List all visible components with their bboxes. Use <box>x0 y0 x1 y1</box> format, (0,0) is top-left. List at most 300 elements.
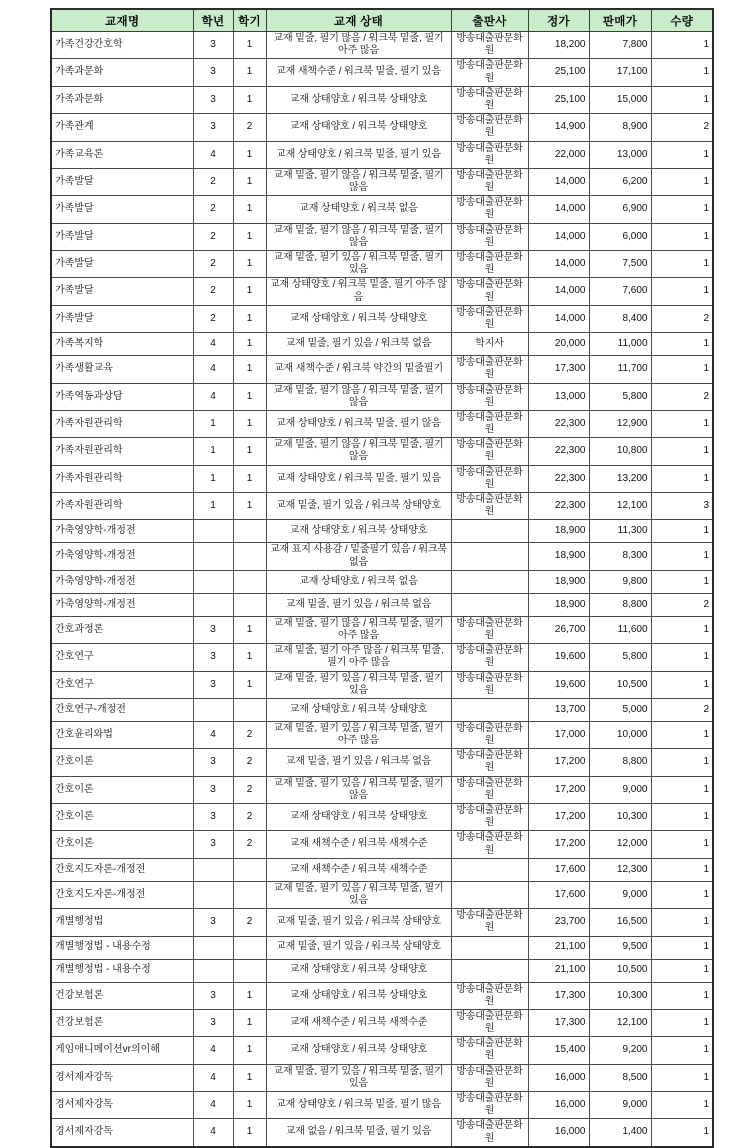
book-publisher: 방송대출판문화원 <box>451 1064 528 1091</box>
book-title: 간호연구 <box>51 644 193 671</box>
book-state: 교재 새책수준 / 워크북 약간의 밑줄필기 <box>266 356 451 383</box>
book-grade: 3 <box>193 804 233 831</box>
book-quantity: 1 <box>651 333 713 356</box>
book-sale-price: 10,500 <box>589 959 651 982</box>
book-quantity: 1 <box>651 570 713 593</box>
book-sale-price: 10,800 <box>589 438 651 465</box>
book-title: 가족발달 <box>51 305 193 332</box>
book-publisher: 방송대출판문화원 <box>451 616 528 643</box>
book-state: 교재 밑줄, 필기 아주 많음 / 워크북 밑줄, 필기 아주 많음 <box>266 644 451 671</box>
book-term: 1 <box>233 141 266 168</box>
book-term <box>233 593 266 616</box>
book-grade: 3 <box>193 32 233 59</box>
book-term: 1 <box>233 32 266 59</box>
book-quantity: 1 <box>651 32 713 59</box>
table-row[interactable] <box>51 86 713 113</box>
book-term: 1 <box>233 493 266 520</box>
book-quantity: 1 <box>651 881 713 908</box>
book-quantity: 1 <box>651 168 713 195</box>
table-row[interactable] <box>51 223 713 250</box>
book-state: 교재 상태양호 / 워크북 상태양호 <box>266 959 451 982</box>
book-title: 가축영양학-개정전 <box>51 520 193 543</box>
book-price: 23,700 <box>528 909 589 936</box>
book-term: 2 <box>233 721 266 748</box>
table-row[interactable] <box>51 570 713 593</box>
table-row[interactable] <box>51 465 713 492</box>
book-state: 교재 표지 사용감 / 밑줄필기 있음 / 워크북 없음 <box>266 543 451 570</box>
book-sale-price: 1,400 <box>589 1119 651 1147</box>
column-header-publisher[interactable]: 출판사 <box>451 9 528 32</box>
book-state: 교재 밑줄, 필기 있음 / 워크북 없음 <box>266 749 451 776</box>
table-row[interactable] <box>51 776 713 803</box>
book-term: 1 <box>233 410 266 437</box>
book-quantity: 1 <box>651 410 713 437</box>
book-state: 교재 상태양호 / 워크북 상태양호 <box>266 982 451 1009</box>
book-quantity: 2 <box>651 593 713 616</box>
book-price: 16,000 <box>528 1092 589 1119</box>
book-title: 간호연구-개정전 <box>51 698 193 721</box>
book-grade: 2 <box>193 251 233 278</box>
book-grade: 3 <box>193 749 233 776</box>
book-price: 14,000 <box>528 305 589 332</box>
book-grade: 1 <box>193 438 233 465</box>
book-term: 1 <box>233 671 266 698</box>
book-sale-price: 11,300 <box>589 520 651 543</box>
table-row[interactable] <box>51 356 713 383</box>
book-publisher <box>451 858 528 881</box>
book-title: 가족과문화 <box>51 59 193 86</box>
book-grade <box>193 936 233 959</box>
book-publisher <box>451 543 528 570</box>
book-publisher: 방송대출판문화원 <box>451 1009 528 1036</box>
book-title: 가축영양학-개정전 <box>51 593 193 616</box>
book-quantity: 1 <box>651 749 713 776</box>
book-publisher <box>451 959 528 982</box>
book-publisher <box>451 936 528 959</box>
book-title: 간호이론 <box>51 804 193 831</box>
book-title: 개별행정법 - 내용수정 <box>51 959 193 982</box>
book-publisher <box>451 881 528 908</box>
book-price: 16,000 <box>528 1064 589 1091</box>
table-row[interactable] <box>51 141 713 168</box>
book-state: 교재 상태양호 / 워크북 상태양호 <box>266 86 451 113</box>
book-term: 1 <box>233 383 266 410</box>
book-title: 가축영양학-개정전 <box>51 543 193 570</box>
column-header-price[interactable]: 정가 <box>528 9 589 32</box>
book-title: 가족자원관리학 <box>51 465 193 492</box>
book-sale-price: 10,500 <box>589 671 651 698</box>
book-quantity: 1 <box>651 438 713 465</box>
book-publisher: 방송대출판문화원 <box>451 982 528 1009</box>
book-price: 14,000 <box>528 196 589 223</box>
table-row[interactable] <box>51 196 713 223</box>
book-term <box>233 520 266 543</box>
book-publisher: 방송대출판문화원 <box>451 305 528 332</box>
textbook-list-sheet <box>50 8 712 1148</box>
book-quantity: 1 <box>651 465 713 492</box>
book-quantity: 1 <box>651 278 713 305</box>
table-row[interactable] <box>51 671 713 698</box>
book-term: 1 <box>233 196 266 223</box>
book-sale-price: 9,200 <box>589 1037 651 1064</box>
book-state: 교재 밑줄, 필기 있음 / 워크북 없음 <box>266 333 451 356</box>
book-publisher: 방송대출판문화원 <box>451 1037 528 1064</box>
table-row[interactable] <box>51 333 713 356</box>
book-title: 경서제자강독 <box>51 1119 193 1147</box>
book-sale-price: 6,200 <box>589 168 651 195</box>
book-term: 1 <box>233 644 266 671</box>
book-sale-price: 6,900 <box>589 196 651 223</box>
book-grade: 4 <box>193 1064 233 1091</box>
table-row[interactable] <box>51 881 713 908</box>
column-header-term[interactable]: 학기 <box>233 9 266 32</box>
table-row[interactable] <box>51 1092 713 1119</box>
book-sale-price: 7,800 <box>589 32 651 59</box>
book-sale-price: 7,600 <box>589 278 651 305</box>
book-state: 교재 밑줄, 필기 않음 / 워크북 밑줄, 필기 않음 <box>266 438 451 465</box>
book-title: 간호윤리와법 <box>51 721 193 748</box>
book-sale-price: 5,800 <box>589 383 651 410</box>
book-sale-price: 12,000 <box>589 831 651 858</box>
book-quantity: 1 <box>651 1037 713 1064</box>
book-quantity: 1 <box>651 141 713 168</box>
book-grade: 3 <box>193 831 233 858</box>
book-term: 1 <box>233 168 266 195</box>
book-term: 1 <box>233 1092 266 1119</box>
book-quantity: 1 <box>651 831 713 858</box>
book-grade: 4 <box>193 1092 233 1119</box>
book-title: 게임애니메이션vr의이해 <box>51 1037 193 1064</box>
book-sale-price: 12,100 <box>589 493 651 520</box>
book-state: 교재 상태양호 / 워크북 밑줄, 필기 많음 <box>266 1092 451 1119</box>
book-title: 간호이론 <box>51 749 193 776</box>
book-state: 교재 없음 / 워크북 밑줄, 필기 있음 <box>266 1119 451 1147</box>
table-row[interactable] <box>51 909 713 936</box>
book-state: 교재 상태양호 / 워크북 상태양호 <box>266 804 451 831</box>
book-state: 교재 새책수준 / 워크북 새책수준 <box>266 831 451 858</box>
book-grade: 3 <box>193 909 233 936</box>
book-quantity: 1 <box>651 671 713 698</box>
book-title: 건강보험론 <box>51 1009 193 1036</box>
table-row[interactable] <box>51 1119 713 1147</box>
book-title: 경서제자강독 <box>51 1092 193 1119</box>
table-row[interactable] <box>51 982 713 1009</box>
book-term: 1 <box>233 465 266 492</box>
book-publisher <box>451 570 528 593</box>
book-quantity: 1 <box>651 223 713 250</box>
book-price: 22,000 <box>528 141 589 168</box>
table-row[interactable] <box>51 698 713 721</box>
book-term: 2 <box>233 114 266 141</box>
book-sale-price: 15,000 <box>589 86 651 113</box>
book-term: 1 <box>233 333 266 356</box>
book-grade <box>193 520 233 543</box>
book-grade: 3 <box>193 644 233 671</box>
book-quantity: 1 <box>651 356 713 383</box>
book-quantity: 1 <box>651 1064 713 1091</box>
book-state: 교재 밑줄, 필기 있음 / 워크북 밑줄, 필기 있음 <box>266 671 451 698</box>
table-row[interactable] <box>51 959 713 982</box>
book-title: 간호과정론 <box>51 616 193 643</box>
book-price: 14,000 <box>528 223 589 250</box>
book-quantity: 1 <box>651 86 713 113</box>
table-row[interactable] <box>51 278 713 305</box>
book-publisher: 방송대출판문화원 <box>451 59 528 86</box>
book-title: 간호이론 <box>51 776 193 803</box>
book-quantity: 1 <box>651 982 713 1009</box>
book-state: 교재 상태양호 / 워크북 상태양호 <box>266 698 451 721</box>
book-quantity: 1 <box>651 543 713 570</box>
book-grade: 2 <box>193 168 233 195</box>
table-row[interactable] <box>51 438 713 465</box>
book-price: 19,600 <box>528 644 589 671</box>
book-title: 간호지도자론-개정전 <box>51 858 193 881</box>
book-term: 1 <box>233 1119 266 1147</box>
book-grade: 3 <box>193 776 233 803</box>
book-sale-price: 6,000 <box>589 223 651 250</box>
book-quantity: 1 <box>651 616 713 643</box>
book-title: 가족발달 <box>51 223 193 250</box>
book-sale-price: 5,000 <box>589 698 651 721</box>
book-term <box>233 543 266 570</box>
table-row[interactable] <box>51 593 713 616</box>
book-title: 가족자원관리학 <box>51 493 193 520</box>
book-publisher: 방송대출판문화원 <box>451 251 528 278</box>
book-grade: 2 <box>193 305 233 332</box>
book-quantity: 1 <box>651 1092 713 1119</box>
book-title: 가족발달 <box>51 168 193 195</box>
book-price: 18,900 <box>528 520 589 543</box>
book-term <box>233 858 266 881</box>
book-sale-price: 5,800 <box>589 644 651 671</box>
book-price: 13,700 <box>528 698 589 721</box>
book-state: 교재 밑줄, 필기 있음 / 워크북 밑줄, 필기 아주 많음 <box>266 721 451 748</box>
table-row[interactable] <box>51 251 713 278</box>
book-publisher: 방송대출판문화원 <box>451 32 528 59</box>
book-term: 1 <box>233 223 266 250</box>
book-price: 15,400 <box>528 1037 589 1064</box>
book-quantity: 1 <box>651 936 713 959</box>
book-publisher: 방송대출판문화원 <box>451 196 528 223</box>
book-price: 14,000 <box>528 251 589 278</box>
book-sale-price: 10,300 <box>589 804 651 831</box>
book-grade <box>193 593 233 616</box>
book-price: 18,900 <box>528 570 589 593</box>
book-title: 가족생활교육 <box>51 356 193 383</box>
book-publisher: 방송대출판문화원 <box>451 804 528 831</box>
book-state: 교재 상태양호 / 워크북 밑줄, 필기 아주 않음 <box>266 278 451 305</box>
table-row[interactable] <box>51 383 713 410</box>
book-grade: 3 <box>193 114 233 141</box>
book-publisher: 방송대출판문화원 <box>451 223 528 250</box>
book-price: 22,300 <box>528 410 589 437</box>
book-grade <box>193 698 233 721</box>
book-sale-price: 13,200 <box>589 465 651 492</box>
book-title: 가족자원관리학 <box>51 438 193 465</box>
book-publisher: 방송대출판문화원 <box>451 493 528 520</box>
table-row[interactable] <box>51 936 713 959</box>
table-row[interactable] <box>51 410 713 437</box>
book-state: 교재 상태양호 / 워크북 상태양호 <box>266 1037 451 1064</box>
column-header-title[interactable]: 교재명 <box>51 9 193 32</box>
book-grade: 3 <box>193 1009 233 1036</box>
book-quantity: 3 <box>651 493 713 520</box>
table-row[interactable] <box>51 721 713 748</box>
book-grade <box>193 543 233 570</box>
book-term <box>233 959 266 982</box>
book-publisher: 방송대출판문화원 <box>451 644 528 671</box>
book-state: 교재 밑줄, 필기 있음 / 워크북 상태양호 <box>266 909 451 936</box>
book-sale-price: 7,500 <box>589 251 651 278</box>
book-state: 교재 상태양호 / 워크북 상태양호 <box>266 305 451 332</box>
book-grade: 4 <box>193 721 233 748</box>
table-row[interactable] <box>51 168 713 195</box>
book-sale-price: 12,100 <box>589 1009 651 1036</box>
book-sale-price: 9,500 <box>589 936 651 959</box>
column-header-quantity[interactable]: 수량 <box>651 9 713 32</box>
book-state: 교재 상태양호 / 워크북 밑줄, 필기 않음 <box>266 410 451 437</box>
book-state: 교재 밑줄, 필기 많음 / 워크북 밑줄, 필기 아주 많음 <box>266 616 451 643</box>
book-grade: 4 <box>193 356 233 383</box>
book-price: 13,000 <box>528 383 589 410</box>
book-state: 교재 밑줄, 필기 있음 / 워크북 없음 <box>266 593 451 616</box>
book-sale-price: 9,800 <box>589 570 651 593</box>
book-term: 1 <box>233 86 266 113</box>
book-state: 교재 상태양호 / 워크북 없음 <box>266 570 451 593</box>
book-publisher <box>451 698 528 721</box>
table-row[interactable] <box>51 543 713 570</box>
book-publisher: 방송대출판문화원 <box>451 383 528 410</box>
book-term: 2 <box>233 749 266 776</box>
book-quantity: 2 <box>651 114 713 141</box>
book-grade: 1 <box>193 410 233 437</box>
book-quantity: 1 <box>651 1009 713 1036</box>
book-term: 1 <box>233 616 266 643</box>
book-term: 2 <box>233 909 266 936</box>
book-publisher <box>451 520 528 543</box>
book-publisher: 방송대출판문화원 <box>451 86 528 113</box>
table-row[interactable] <box>51 831 713 858</box>
book-price: 19,600 <box>528 671 589 698</box>
book-state: 교재 밑줄, 필기 않음 / 워크북 밑줄, 필기 않음 <box>266 223 451 250</box>
book-price: 17,200 <box>528 804 589 831</box>
table-row[interactable] <box>51 616 713 643</box>
book-sale-price: 10,300 <box>589 982 651 1009</box>
table-row[interactable] <box>51 32 713 59</box>
book-price: 18,900 <box>528 543 589 570</box>
book-term: 1 <box>233 278 266 305</box>
book-state: 교재 밑줄, 필기 있음 / 워크북 상태양호 <box>266 493 451 520</box>
book-price: 22,300 <box>528 493 589 520</box>
book-term: 1 <box>233 59 266 86</box>
book-title: 가족복지학 <box>51 333 193 356</box>
book-price: 21,100 <box>528 959 589 982</box>
table-row[interactable] <box>51 59 713 86</box>
book-price: 25,100 <box>528 86 589 113</box>
book-price: 22,300 <box>528 438 589 465</box>
table-row[interactable] <box>51 1009 713 1036</box>
table-row[interactable] <box>51 858 713 881</box>
book-term <box>233 698 266 721</box>
column-header-state[interactable]: 교재 상태 <box>266 9 451 32</box>
book-term <box>233 881 266 908</box>
book-sale-price: 9,000 <box>589 776 651 803</box>
book-sale-price: 8,900 <box>589 114 651 141</box>
book-grade: 1 <box>193 493 233 520</box>
book-price: 17,300 <box>528 1009 589 1036</box>
table-row[interactable] <box>51 749 713 776</box>
book-price: 21,100 <box>528 936 589 959</box>
book-publisher: 방송대출판문화원 <box>451 278 528 305</box>
book-title: 개별행정법 - 내용수정 <box>51 936 193 959</box>
book-publisher: 방송대출판문화원 <box>451 114 528 141</box>
book-grade: 4 <box>193 1119 233 1147</box>
book-price: 18,200 <box>528 32 589 59</box>
book-price: 14,900 <box>528 114 589 141</box>
book-term: 1 <box>233 356 266 383</box>
book-sale-price: 10,000 <box>589 721 651 748</box>
book-state: 교재 새책수준 / 워크북 새책수준 <box>266 858 451 881</box>
book-quantity: 1 <box>651 251 713 278</box>
book-grade <box>193 881 233 908</box>
book-term: 1 <box>233 438 266 465</box>
book-publisher: 방송대출판문화원 <box>451 1092 528 1119</box>
book-quantity: 1 <box>651 196 713 223</box>
table-row[interactable] <box>51 493 713 520</box>
book-quantity: 2 <box>651 305 713 332</box>
book-price: 25,100 <box>528 59 589 86</box>
book-publisher <box>451 593 528 616</box>
book-grade: 1 <box>193 465 233 492</box>
book-state: 교재 밑줄, 필기 있음 / 워크북 밑줄, 필기 있음 <box>266 881 451 908</box>
table-row[interactable] <box>51 644 713 671</box>
table-row[interactable] <box>51 114 713 141</box>
book-publisher: 방송대출판문화원 <box>451 168 528 195</box>
book-term: 1 <box>233 251 266 278</box>
book-title: 경서제자강독 <box>51 1064 193 1091</box>
book-quantity: 1 <box>651 721 713 748</box>
book-publisher: 방송대출판문화원 <box>451 776 528 803</box>
book-quantity: 1 <box>651 776 713 803</box>
book-title: 가족발달 <box>51 196 193 223</box>
book-sale-price: 9,000 <box>589 881 651 908</box>
book-grade: 2 <box>193 223 233 250</box>
book-publisher: 방송대출판문화원 <box>451 410 528 437</box>
table-row[interactable] <box>51 520 713 543</box>
book-price: 20,000 <box>528 333 589 356</box>
book-sale-price: 11,700 <box>589 356 651 383</box>
book-term: 1 <box>233 1009 266 1036</box>
table-row[interactable] <box>51 1037 713 1064</box>
book-state: 교재 상태양호 / 워크북 밑줄, 필기 있음 <box>266 141 451 168</box>
book-quantity: 1 <box>651 520 713 543</box>
book-grade: 3 <box>193 616 233 643</box>
table-row[interactable] <box>51 804 713 831</box>
book-term: 2 <box>233 804 266 831</box>
book-title: 가족역동과상담 <box>51 383 193 410</box>
book-publisher: 방송대출판문화원 <box>451 465 528 492</box>
column-header-sale-price[interactable]: 판매가 <box>589 9 651 32</box>
book-sale-price: 8,800 <box>589 749 651 776</box>
table-row[interactable] <box>51 305 713 332</box>
book-sale-price: 16,500 <box>589 909 651 936</box>
book-term: 2 <box>233 776 266 803</box>
book-grade: 4 <box>193 141 233 168</box>
table-row[interactable] <box>51 1064 713 1091</box>
column-header-grade[interactable]: 학년 <box>193 9 233 32</box>
table-body <box>51 32 713 1147</box>
book-grade: 4 <box>193 1037 233 1064</box>
